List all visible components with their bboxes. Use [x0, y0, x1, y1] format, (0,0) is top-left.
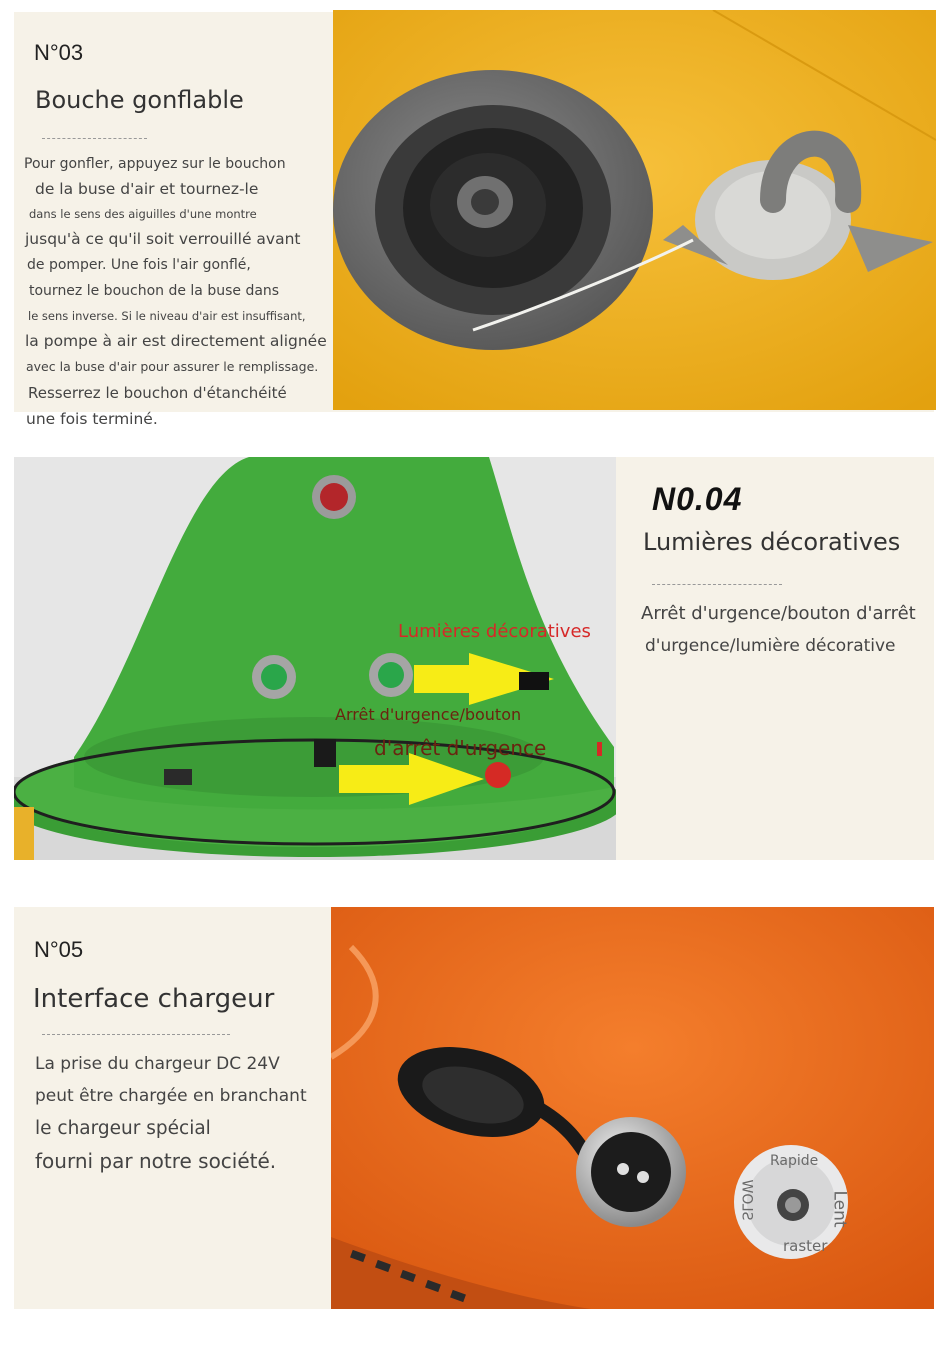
desc-line: une fois terminé. — [26, 410, 158, 428]
desc-line: Arrêt d'urgence/bouton d'arrêt — [641, 603, 916, 624]
charger-interface-illustration — [331, 907, 934, 1309]
photo-label-stop-line1: Arrêt d'urgence/bouton — [335, 705, 522, 724]
photo-label-lights: Lumières décoratives — [398, 621, 591, 642]
section-04-divider — [652, 584, 782, 585]
desc-line: le sens inverse. Si le niveau d'air est insuffisant, — [28, 309, 306, 323]
section-03-title: Bouche gonflable — [35, 86, 244, 114]
section-04-number: N0.04 — [652, 481, 743, 517]
section-05-divider — [42, 1034, 230, 1035]
desc-line: peut être chargée en branchant — [35, 1086, 307, 1106]
desc-line: d'urgence/lumière décorative — [645, 636, 896, 656]
photo-label-fast: Rapide — [770, 1153, 819, 1169]
section-03-number: N°03 — [34, 40, 84, 65]
section-05-description — [35, 1048, 307, 1178]
section-04-description — [641, 598, 916, 662]
desc-line: avec la buse d'air pour assurer le remplissage. — [26, 359, 319, 374]
air-valve-illustration — [333, 10, 936, 410]
section-05-title: Interface chargeur — [33, 984, 275, 1014]
desc-line: fourni par notre société. — [35, 1149, 277, 1173]
desc-line: tournez le bouchon de la buse dans — [29, 283, 280, 299]
decorative-lights-illustration — [14, 457, 616, 860]
desc-line: jusqu'à ce qu'il soit verrouillé avant — [25, 230, 301, 248]
desc-line: de la buse d'air et tournez-le — [35, 180, 259, 198]
section-04-title: Lumières décoratives — [643, 528, 901, 556]
photo-label-stop-line2: d'arrêt d'urgence — [374, 736, 547, 760]
section-05-number: N°05 — [34, 937, 84, 962]
photo-label-slow-mirror: SLOW — [738, 1179, 755, 1221]
air-valve-photo — [333, 10, 936, 410]
desc-line: La prise du chargeur DC 24V — [35, 1054, 280, 1074]
photo-label-raster: raster — [783, 1237, 828, 1255]
desc-line: le chargeur spécial — [35, 1118, 211, 1139]
photo-label-slow: Lent — [829, 1190, 850, 1228]
section-03-description — [22, 151, 327, 432]
desc-line: dans le sens des aiguilles d'une montre — [29, 207, 257, 221]
desc-line: la pompe à air est directement alignée — [25, 332, 327, 350]
desc-line: Resserrez le bouchon d'étanchéité — [28, 384, 287, 402]
charger-interface-photo — [331, 907, 934, 1309]
desc-line: de pomper. Une fois l'air gonflé, — [27, 257, 251, 273]
section-03-divider — [42, 138, 147, 139]
decorative-lights-photo — [14, 457, 616, 860]
desc-line: Pour gonfler, appuyez sur le bouchon — [24, 156, 286, 172]
